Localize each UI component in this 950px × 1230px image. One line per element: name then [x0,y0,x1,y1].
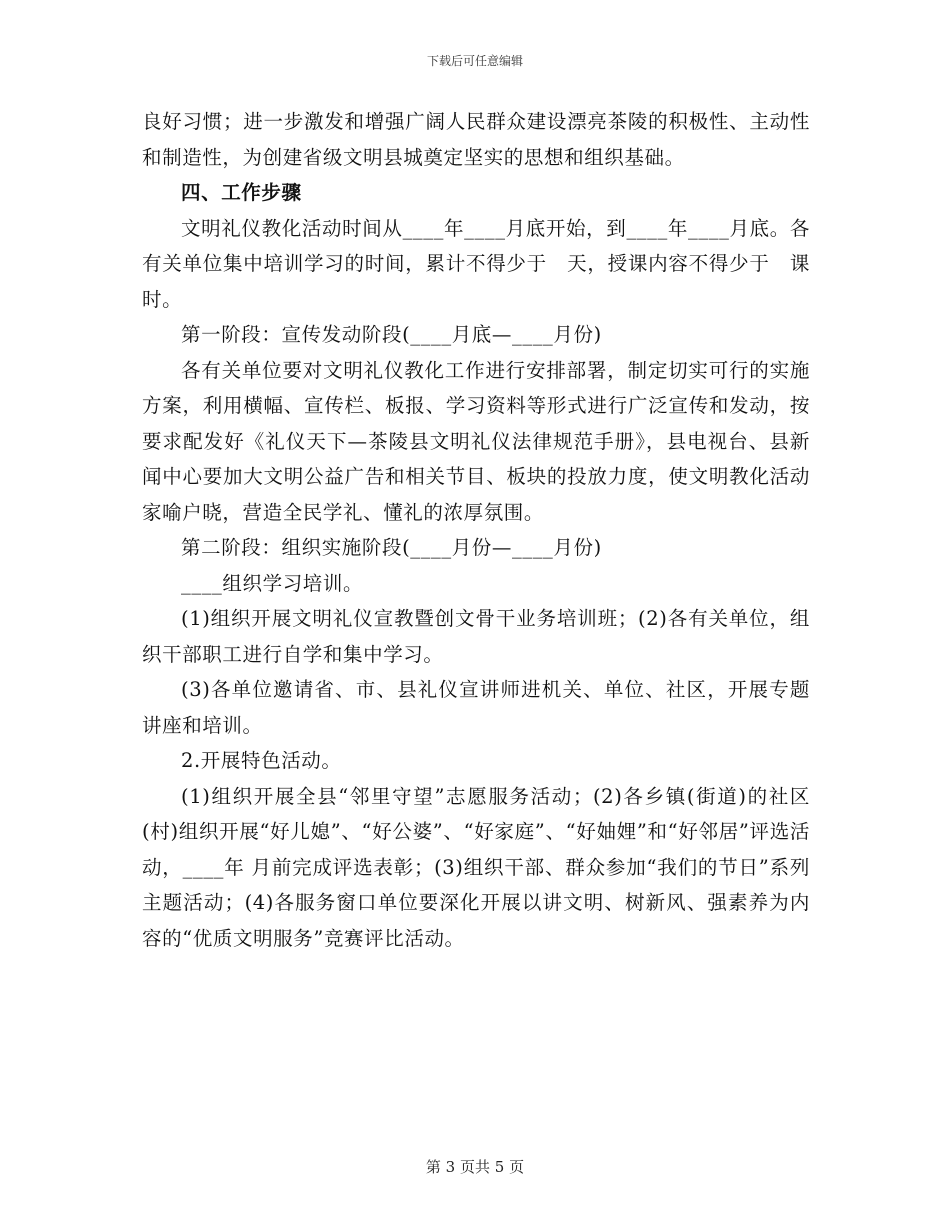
stage-one-title: 第一阶段：宣传发动阶段(____月底—____月份) [181,323,602,346]
page-header: 下载后可任意编辑 [426,54,523,68]
section-heading: 四、工作步骤 [181,181,302,204]
document-body [142,104,810,956]
item-training-title: ____组织学习培训。 [181,571,364,595]
paragraph-training-1: (1)组织开展文明礼仪宣教暨创文骨干业务培训班；(2)各有关单位，组织干部职工进行自学和集中学习。 [142,607,810,666]
paragraph-activities: (1)组织开展全县“邻里守望”志愿服务活动；(2)各乡镇(街道)的社区(村)组织开展“好儿媳”、“好公婆”、“好家庭”、“好妯娌”和“好邻居”评选活动，____年 月前完成评选表彰；(3)组织干部、群众参加“我们的节日”系列主题活动；(4)各服务窗口单位要深化开展以讲文明、树新风、强素养为内容的“优质文明服务”竞赛评比活动。 [142,784,810,950]
paragraph-training-3: (3)各单位邀请省、市、县礼仪宣讲师进机关、单位、社区，开展专题讲座和培训。 [142,678,810,737]
paragraph-stage-one: 各有关单位要对文明礼仪教化工作进行安排部署，制定切实可行的实施方案，利用横幅、宣传栏、板报、学习资料等形式进行广泛宣传和发动，按要求配发好《礼仪天下—茶陵县文明礼仪法律规范手册》，县电视台、县新闻中心要加大文明公益广告和相关节目、板块的投放力度，使文明教化活动家喻户晓，营造全民学礼、懂礼的浓厚氛围。 [142,358,810,524]
page-footer: 第 3 页共 5 页 [425,1158,525,1176]
paragraph-schedule: 文明礼仪教化活动时间从____年____月底开始，到____年____月底。各有关单位集中培训学习的时间，累计不得少于 天，授课内容不得少于 课时。 [142,216,810,311]
paragraph-1: 良好习惯；进一步激发和增强广阔人民群众建设漂亮茶陵的积极性、主动性和制造性，为创建省级文明县城奠定坚实的思想和组织基础。 [142,110,810,169]
stage-two-title: 第二阶段：组织实施阶段(____月份—____月份) [181,536,602,559]
item-activities-title: 2.开展特色活动。 [181,749,342,772]
